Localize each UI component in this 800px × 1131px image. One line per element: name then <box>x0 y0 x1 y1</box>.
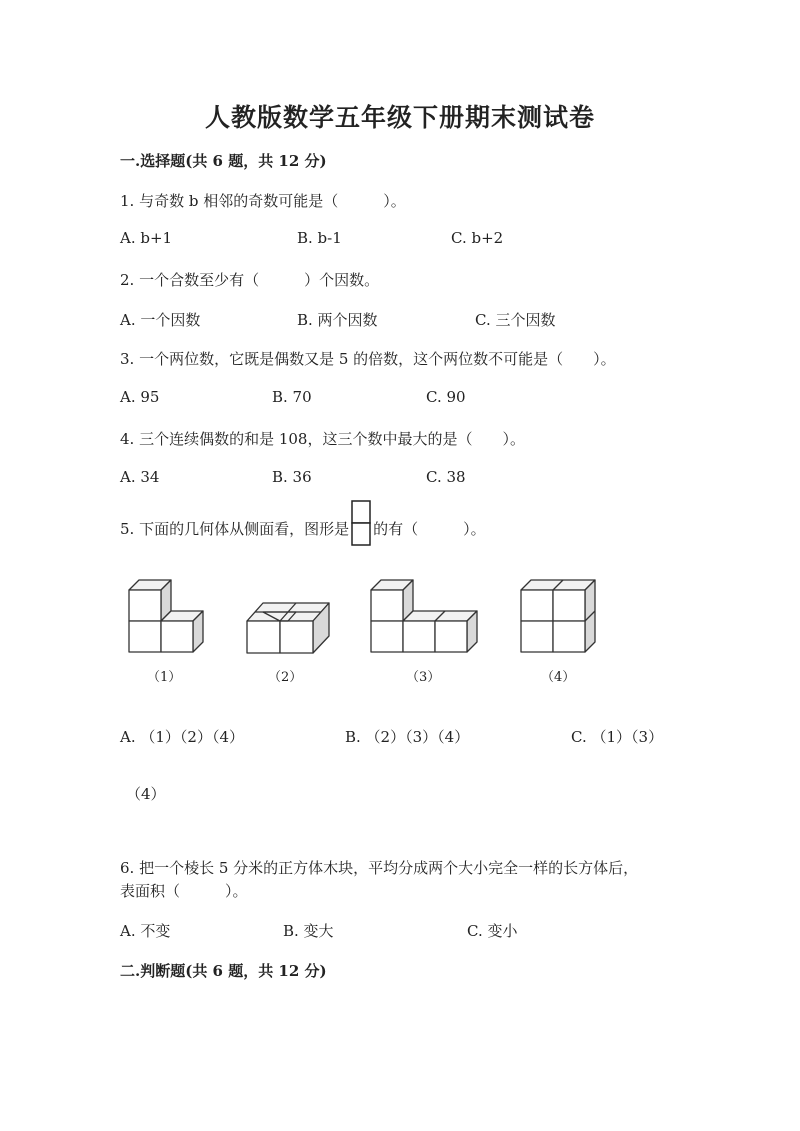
question-5 <box>120 514 486 546</box>
question-2: 2. 一个合数至少有（ ）个因数。 <box>120 271 380 289</box>
section-1-heading: 一.选择题(共 6 题，共 12 分) <box>120 152 327 170</box>
page-title: 人教版数学五年级下册期末测试卷 <box>204 103 595 132</box>
q5-option-c-continued: （4） <box>126 785 166 803</box>
q5-option-c: C. （1）（3） <box>571 728 664 746</box>
figure-4-cube-stack <box>517 574 602 658</box>
q6-option-a: A. 不变 <box>120 922 171 940</box>
q2-option-c: C. 三个因数 <box>475 311 556 329</box>
side-view-two-squares-icon <box>351 500 371 546</box>
q1-option-c: C. b+2 <box>451 229 504 247</box>
q3-option-b: B. 70 <box>272 388 312 406</box>
q3-option-a: A. 95 <box>120 388 160 406</box>
section-2-heading: 二.判断题(共 6 题，共 12 分) <box>120 962 327 980</box>
q5-option-b: B. （2）（3）（4） <box>345 728 470 746</box>
figure-1-caption: （1） <box>147 670 182 685</box>
q3-option-c: C. 90 <box>426 388 466 406</box>
q5-option-a: A. （1）（2）（4） <box>120 728 244 746</box>
question-4: 4. 三个连续偶数的和是 108，这三个数中最大的是（ ）。 <box>120 430 525 448</box>
q4-option-a: A. 34 <box>120 468 160 486</box>
figure-2-cube-stack <box>243 598 333 658</box>
figure-1-cube-stack <box>125 574 210 658</box>
question-6-line-1: 6. 把一个棱长 5 分米的正方体木块，平均分成两个大小完全一样的长方体后， <box>120 859 639 877</box>
q4-option-b: B. 36 <box>272 468 312 486</box>
figure-2-caption: （2） <box>268 670 303 685</box>
q1-option-a: A. b+1 <box>120 229 173 247</box>
q1-option-b: B. b-1 <box>297 229 342 247</box>
figure-3-caption: （3） <box>406 670 441 685</box>
q2-option-a: A. 一个因数 <box>120 311 201 329</box>
q6-option-b: B. 变大 <box>283 922 334 940</box>
q6-option-c: C. 变小 <box>467 922 518 940</box>
question-1: 1. 与奇数 b 相邻的奇数可能是（ ）。 <box>120 192 406 210</box>
q4-option-c: C. 38 <box>426 468 466 486</box>
figure-4-caption: （4） <box>541 670 576 685</box>
question-6-line-2: 表面积（ ）。 <box>120 882 248 900</box>
figure-3-cube-stack <box>367 574 482 658</box>
question-5-stem-end: 的有（ ）。 <box>373 520 486 538</box>
q2-option-b: B. 两个因数 <box>297 311 378 329</box>
question-5-stem-start: 5. 下面的几何体从侧面看，图形是 <box>120 520 350 538</box>
question-3: 3. 一个两位数，它既是偶数又是 5 的倍数，这个两位数不可能是（ ）。 <box>120 350 616 368</box>
